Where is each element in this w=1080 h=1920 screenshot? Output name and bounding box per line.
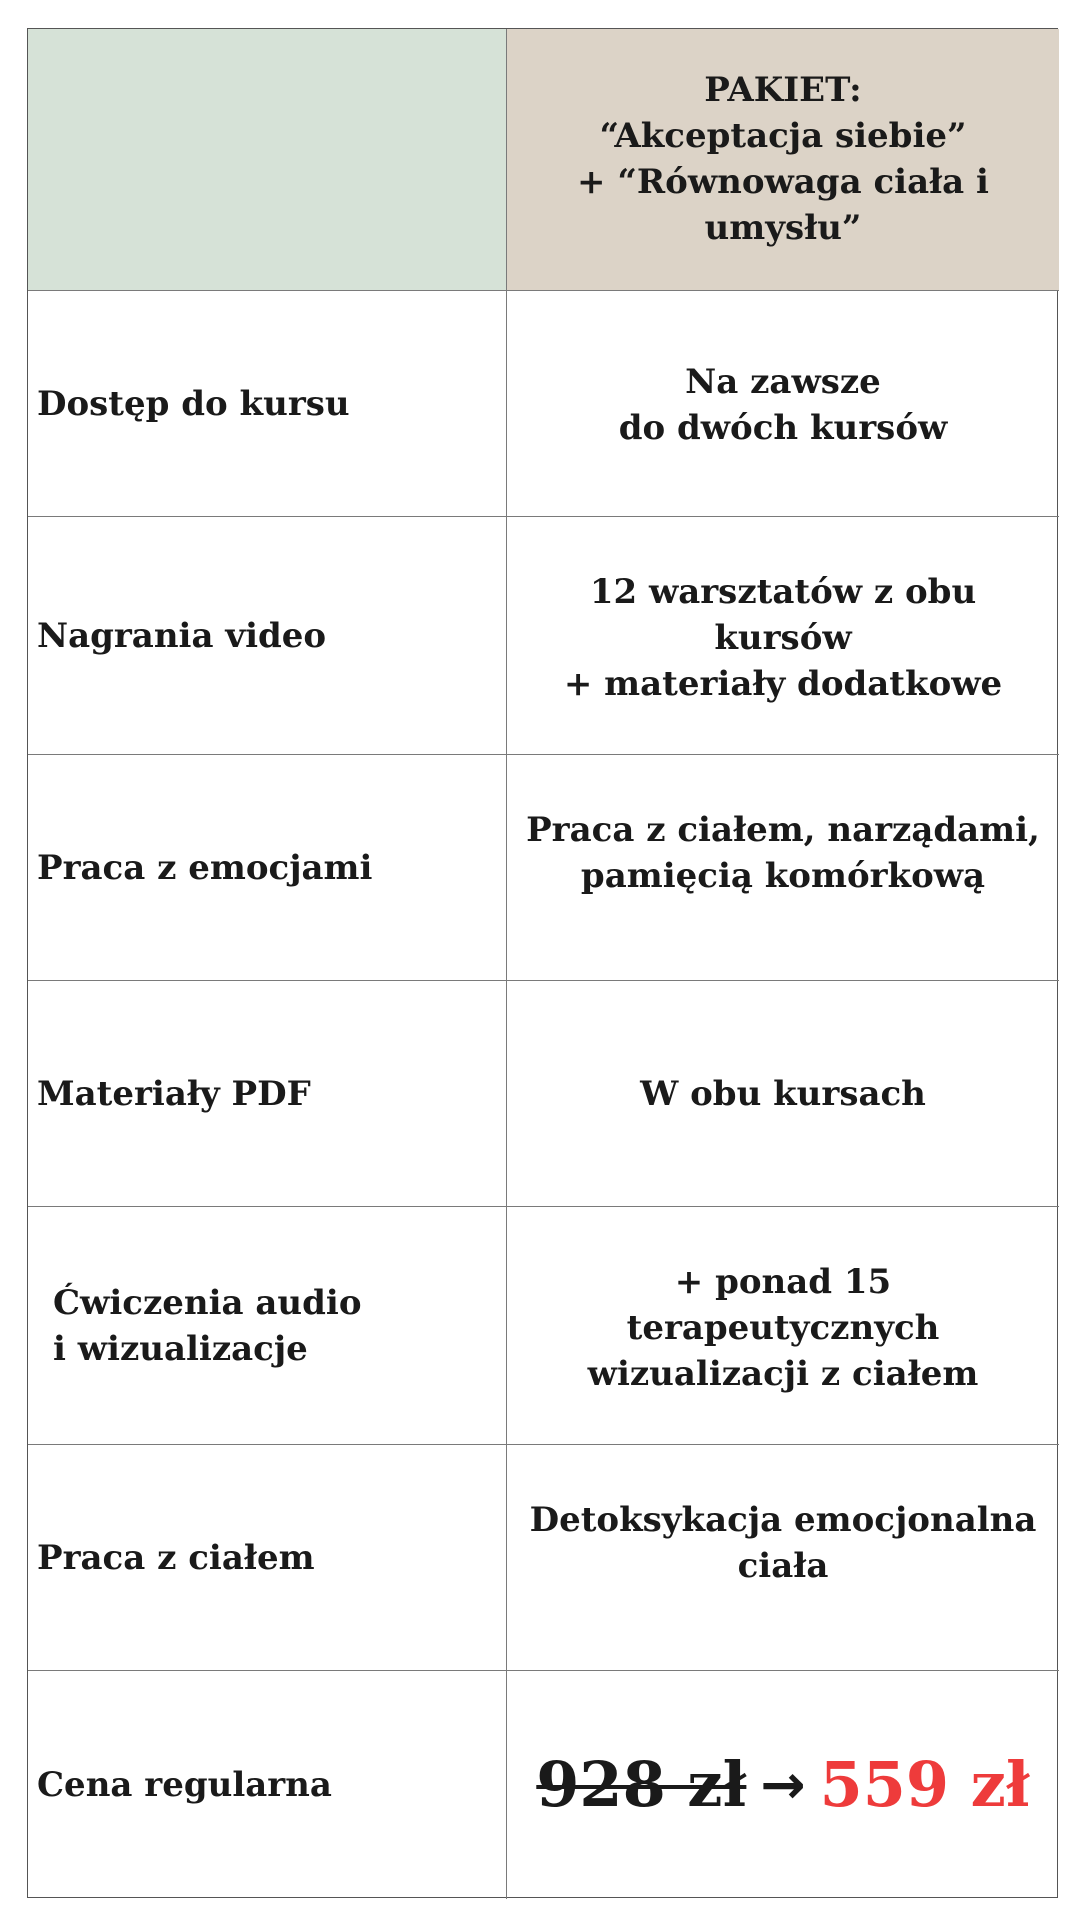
row-label: Dostęp do kursu xyxy=(37,383,350,424)
row-label-cell xyxy=(28,981,507,1207)
row-label-cell xyxy=(28,755,507,981)
row-value: 12 warsztatów z obu kursów + materiały dodatkowe xyxy=(563,572,1003,704)
row-value-cell xyxy=(507,981,1059,1207)
row-value-cell xyxy=(507,1207,1059,1445)
old-price: 928 zł xyxy=(536,1748,747,1821)
new-price: 559 zł xyxy=(819,1748,1030,1821)
header-empty-cell xyxy=(28,29,507,291)
row-label-cell xyxy=(28,291,507,517)
comparison-table xyxy=(27,28,1058,1898)
price-label-cell xyxy=(28,1671,507,1899)
package-title: PAKIET: “Akceptacja siebie” + “Równowaga ciała i umysłu” xyxy=(577,70,989,248)
row-value: Detoksykacja emocjonalna ciała xyxy=(529,1500,1037,1586)
row-label-cell xyxy=(28,1445,507,1671)
row-value: Na zawsze do dwóch kursów xyxy=(618,362,948,448)
price-value-cell xyxy=(507,1671,1059,1899)
row-value-cell xyxy=(507,1445,1059,1671)
row-value-cell xyxy=(507,291,1059,517)
row-value: Praca z ciałem, narządami, pamięcią komórkową xyxy=(526,810,1040,896)
price-display xyxy=(536,1750,1029,1820)
row-label: Materiały PDF xyxy=(37,1073,311,1114)
row-label: Nagrania video xyxy=(37,615,327,656)
row-label: Ćwiczenia audio i wizualizacje xyxy=(53,1282,362,1369)
row-value: W obu kursach xyxy=(640,1073,926,1114)
package-header-cell xyxy=(507,29,1059,291)
row-value-cell xyxy=(507,517,1059,755)
row-label: Praca z emocjami xyxy=(37,847,373,888)
row-value-cell xyxy=(507,755,1059,981)
row-value: + ponad 15 terapeutycznych wizualizacji z ciałem xyxy=(587,1262,979,1394)
price-label: Cena regularna xyxy=(37,1765,332,1805)
row-label-cell xyxy=(28,517,507,755)
row-label: Praca z ciałem xyxy=(37,1537,315,1578)
arrow-right-icon: → xyxy=(760,1753,806,1816)
row-label-cell xyxy=(28,1207,507,1445)
